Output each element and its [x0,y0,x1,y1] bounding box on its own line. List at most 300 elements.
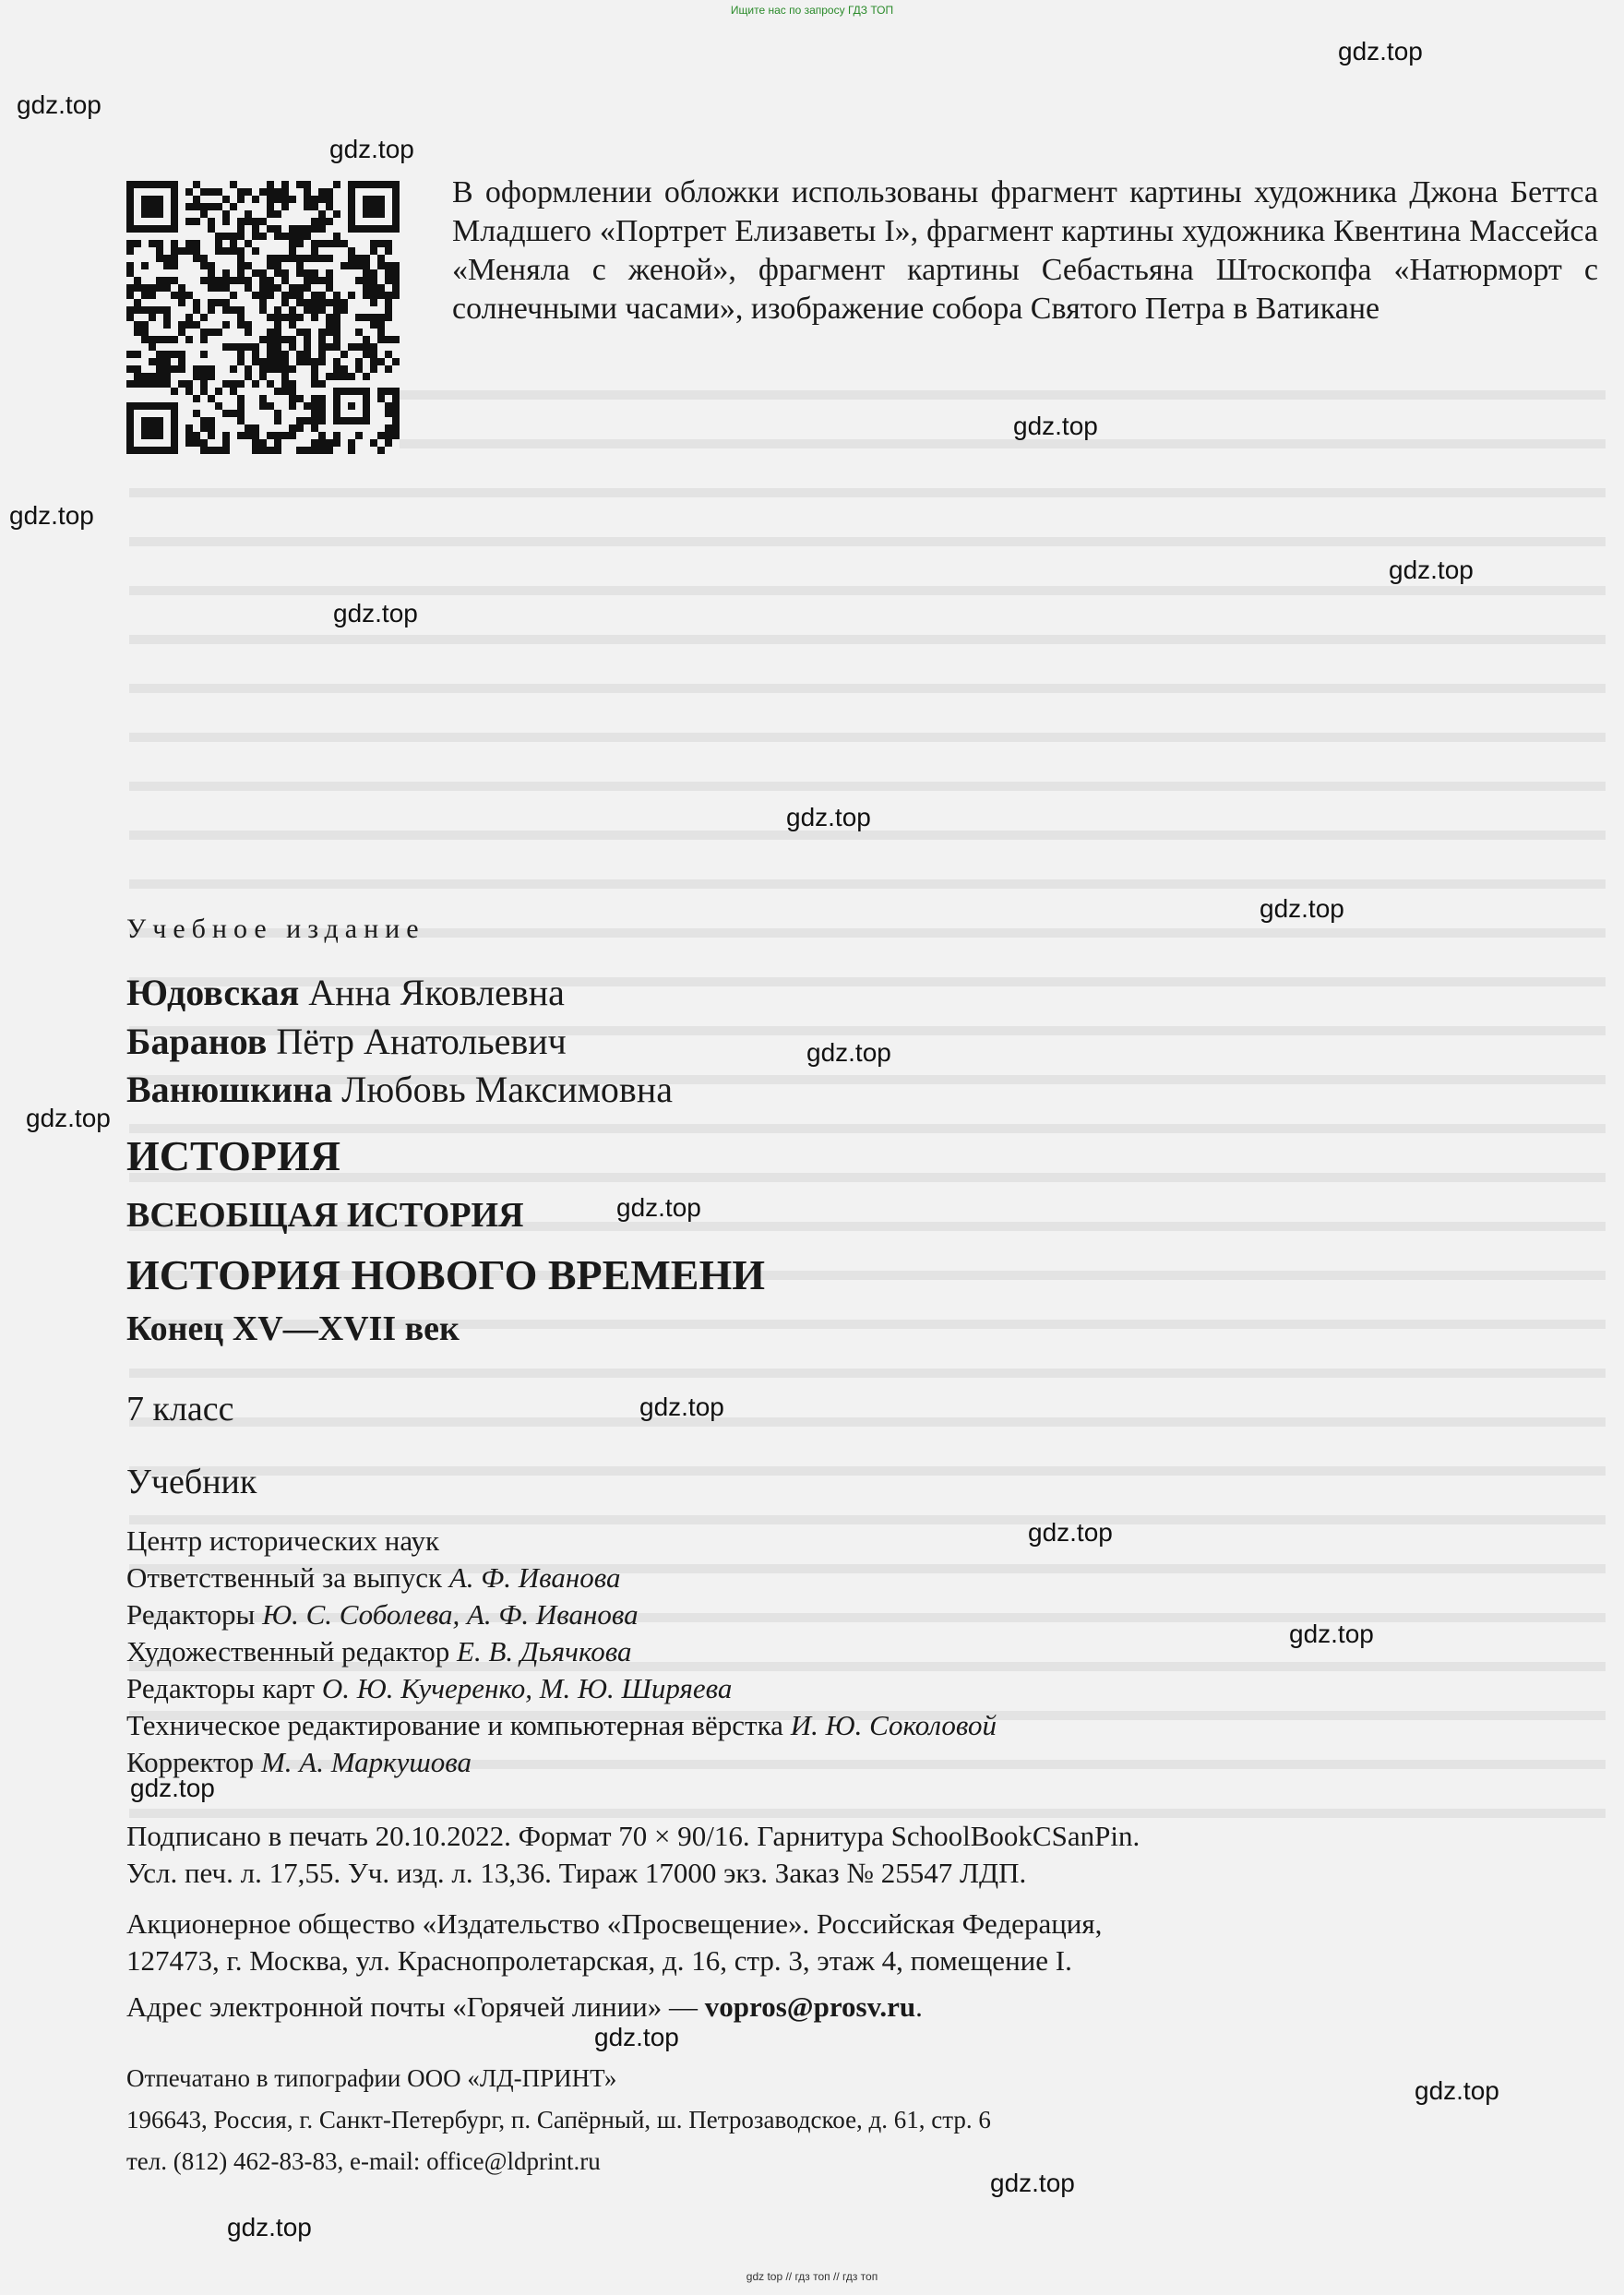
qr-module [296,447,304,454]
hotline [126,1990,923,2024]
qr-module [385,306,392,314]
qr-module [185,188,193,196]
qr-module [348,247,355,255]
qr-module [141,262,149,269]
qr-module [370,277,377,284]
qr-module [222,447,230,454]
qr-module [333,292,340,299]
watermark: gdz.top [130,1774,215,1802]
qr-module [274,321,281,329]
qr-module [267,358,274,365]
qr-module [163,373,171,380]
qr-module [237,358,245,365]
credit-role: Ответственный за выпуск [126,1561,443,1594]
qr-module [281,314,289,321]
qr-module [311,247,318,255]
qr-module [333,365,340,373]
qr-module [392,395,400,402]
watermark: gdz.top [594,2023,679,2051]
qr-module [149,284,156,292]
qr-module [318,329,326,336]
qr-module [385,439,392,447]
qr-module [149,240,156,247]
qr-module [267,196,274,203]
qr-module [267,402,274,410]
qr-module [333,233,340,240]
qr-module [163,358,171,365]
qr-module [252,358,259,365]
qr-module [318,417,326,424]
qr-module [259,269,267,277]
qr-module [185,247,193,255]
qr-module [185,321,193,329]
qr-module [267,262,274,269]
qr-module [355,314,363,321]
qr-module [267,210,274,218]
qr-module [289,336,296,343]
qr-module [370,240,377,247]
qr-module [126,306,134,314]
qr-module [377,240,385,247]
qr-module [385,351,392,358]
hotline-email-link[interactable]: vopros@prosv.ru [704,1990,916,2023]
qr-module [200,388,208,395]
qr-module [200,255,208,262]
credit-person: Ю. С. Соболева, А. Ф. Иванова [262,1598,639,1631]
qr-module [355,262,363,269]
qr-module [171,277,178,284]
qr-module [304,299,311,306]
qr-module [237,225,245,233]
qr-module [208,432,215,439]
qr-module [274,336,281,343]
qr-module [126,314,134,321]
qr-module [185,203,193,210]
watermark: gdz.top [329,135,414,163]
qr-module [230,181,237,188]
qr-module [215,188,222,196]
qr-module [281,432,289,439]
qr-module [274,210,281,218]
qr-module [318,196,326,203]
qr-module [185,388,193,395]
qr-module [370,247,377,255]
qr-module [267,292,274,299]
author-surname: Юдовская [126,972,300,1013]
qr-module [340,373,348,380]
qr-module [289,388,296,395]
qr-module [385,336,392,343]
qr-module [149,373,156,380]
qr-module [171,351,178,358]
qr-module [318,351,326,358]
qr-module [333,181,340,188]
qr-module [274,314,281,321]
qr-module [252,292,259,299]
credit-line [126,1635,632,1668]
qr-module [377,314,385,321]
watermark: gdz.top [806,1038,891,1067]
qr-module [333,336,340,343]
author-name: Любовь Максимовна [341,1069,673,1110]
qr-module [311,314,318,321]
qr-module [289,321,296,329]
qr-module [215,447,222,454]
qr-module [259,233,267,240]
qr-module [340,262,348,269]
qr-module [245,343,252,351]
credit-line [126,1598,639,1632]
credit-role: Художественный редактор [126,1635,450,1667]
qr-module [274,388,281,395]
qr-module [281,255,289,262]
qr-module [304,351,311,358]
qr-module [171,240,178,247]
qr-module [326,314,333,321]
qr-module [200,373,208,380]
qr-module [149,306,156,314]
qr-module [311,203,318,210]
qr-module [318,255,326,262]
qr-module [208,203,215,210]
qr-module [208,299,215,306]
grade: 7 класс [126,1390,234,1428]
qr-module [267,447,274,454]
qr-module [363,277,370,284]
edition-type: Учебное издание [126,914,425,944]
qr-module [267,188,274,196]
qr-module [370,292,377,299]
qr-module [126,284,134,292]
qr-module [281,336,289,343]
qr-module [392,402,400,410]
qr-module [355,255,363,262]
qr-module [392,292,400,299]
qr-module [267,314,274,321]
qr-module [392,432,400,439]
qr-module [134,380,141,388]
qr-module [333,373,340,380]
qr-module [222,299,230,306]
qr-module [245,373,252,380]
watermark: gdz.top [1415,2076,1499,2105]
qr-module [193,299,200,306]
qr-module [348,447,355,454]
watermark: gdz.top [1389,556,1474,584]
qr-module [348,262,355,269]
qr-module [274,439,281,447]
qr-module [222,306,230,314]
qr-module [370,299,377,306]
qr-module [274,417,281,424]
qr-module [149,380,156,388]
qr-module [156,247,163,255]
qr-module [237,247,245,255]
book-subtitle-modern: ИСТОРИЯ НОВОГО ВРЕМЕНИ [126,1251,765,1298]
qr-module [267,336,274,343]
qr-module [377,447,385,454]
qr-module [163,321,171,329]
qr-module [281,351,289,358]
qr-module [304,269,311,277]
qr-module [326,299,333,306]
publisher-address: 127473, г. Москва, ул. Краснопролетарская, д. 16, стр. 3, этаж 4, помещение I. [126,1944,1072,1977]
qr-module [163,262,171,269]
qr-module [355,432,363,439]
qr-module [296,240,304,247]
qr-module [318,218,326,225]
qr-module [326,240,333,247]
qr-module [289,292,296,299]
qr-module [304,358,311,365]
qr-code[interactable] [126,181,400,454]
qr-module [259,188,267,196]
qr-module [245,262,252,269]
qr-module [377,388,385,395]
qr-module [311,225,318,233]
qr-module [141,373,149,380]
qr-module [237,277,245,284]
watermark: gdz.top [1013,412,1098,440]
qr-module [296,284,304,292]
watermark: gdz.top [333,599,418,628]
qr-module [304,181,311,188]
qr-module [222,233,230,240]
qr-module [126,380,134,388]
qr-module [340,299,348,306]
qr-module [274,410,281,417]
qr-module [237,432,245,439]
qr-module [326,196,333,203]
qr-module [134,306,141,314]
qr-module [193,365,200,373]
qr-module [200,329,208,336]
publisher-name: Акционерное общество «Издательство «Просвещение». Российская Федерация, [126,1907,1103,1940]
qr-module [304,255,311,262]
qr-module [156,351,163,358]
qr-module [156,373,163,380]
author-name: Анна Яковлевна [308,972,565,1013]
qr-module [296,225,304,233]
watermark: gdz.top [227,2213,312,2241]
qr-module [200,336,208,343]
credit-person: А. Ф. Иванова [448,1561,621,1594]
qr-module [134,277,141,284]
qr-module [171,388,178,395]
qr-module [274,306,281,314]
qr-module [363,269,370,277]
qr-module [370,351,377,358]
qr-module [318,336,326,343]
qr-module [178,321,185,329]
qr-module [222,196,230,203]
qr-module [377,262,385,269]
qr-module [267,365,274,373]
qr-module [392,410,400,417]
qr-module [333,432,340,439]
qr-module [259,447,267,454]
qr-module [363,255,370,262]
qr-module [237,410,245,417]
qr-module [215,299,222,306]
qr-module [259,284,267,292]
footer-links[interactable]: gdz top // гдз топ // гдз топ [746,2270,878,2283]
qr-module [296,314,304,321]
qr-module [222,439,230,447]
credit-line [126,1524,439,1558]
qr-module [193,306,200,314]
qr-module [304,233,311,240]
qr-module [377,432,385,439]
qr-module [289,395,296,402]
qr-module [289,306,296,314]
qr-module [318,292,326,299]
qr-module [274,432,281,439]
qr-module [208,373,215,380]
qr-module [230,306,237,314]
qr-module [385,388,392,395]
qr-module [385,410,392,417]
qr-module [193,439,200,447]
qr-module [296,358,304,365]
qr-module [377,255,385,262]
qr-module [230,247,237,255]
qr-module [252,439,259,447]
qr-module [311,439,318,447]
qr-module [193,203,200,210]
qr-module [267,255,274,262]
qr-module [304,225,311,233]
qr-module [326,447,333,454]
qr-module [274,358,281,365]
qr-module [274,365,281,373]
watermark: gdz.top [990,2169,1075,2197]
qr-module [311,365,318,373]
qr-module [311,395,318,402]
qr-module [385,277,392,284]
header-search-link[interactable]: Ищите нас по запросу ГДЗ ТОП [730,4,894,17]
qr-module [385,402,392,410]
qr-module [200,424,208,432]
qr-module [333,329,340,336]
qr-module [311,447,318,454]
qr-module [333,306,340,314]
qr-module [193,410,200,417]
qr-module [259,292,267,299]
qr-module [326,218,333,225]
qr-module [326,269,333,277]
qr-module [377,336,385,343]
qr-module [185,240,193,247]
credit-role: Редакторы [126,1598,256,1631]
qr-module [318,410,326,417]
qr-module [348,292,355,299]
qr-module [200,365,208,373]
qr-module [245,188,252,196]
qr-module [230,380,237,388]
qr-module [252,269,259,277]
qr-module [259,439,267,447]
qr-module [311,306,318,314]
qr-module [208,262,215,269]
qr-module [318,402,326,410]
qr-module [274,233,281,240]
qr-module [370,358,377,365]
qr-module [126,262,134,269]
qr-module [326,329,333,336]
qr-module [267,343,274,351]
qr-module [392,388,400,395]
qr-module [222,432,230,439]
qr-module [296,395,304,402]
qr-module [363,284,370,292]
qr-module [348,343,355,351]
qr-module [392,358,400,365]
qr-module [193,432,200,439]
author-surname: Баранов [126,1021,268,1062]
qr-module [326,343,333,351]
qr-module [178,329,185,336]
qr-module [274,188,281,196]
watermark: gdz.top [786,803,871,831]
qr-module [333,299,340,306]
watermark: gdz.top [26,1104,111,1132]
qr-module [222,210,230,218]
qr-module [355,365,363,373]
qr-module [149,358,156,365]
qr-module [326,255,333,262]
qr-module [222,410,230,417]
qr-module [208,447,215,454]
qr-module [267,203,274,210]
qr-module [126,351,134,358]
qr-module [215,277,222,284]
qr-module [377,358,385,365]
qr-module [267,284,274,292]
qr-module [149,314,156,321]
book-period: Конец XV—XVII век [126,1309,460,1348]
qr-module [296,255,304,262]
qr-module [230,277,237,284]
qr-module [237,255,245,262]
qr-module [281,292,289,299]
qr-module [208,365,215,373]
qr-module [215,240,222,247]
qr-module [156,240,163,247]
qr-module [208,306,215,314]
qr-module [289,240,296,247]
qr-module [281,358,289,365]
qr-module [230,365,237,373]
qr-module [163,255,171,262]
qr-module [252,247,259,255]
qr-module [237,188,245,196]
qr-module [304,336,311,343]
qr-module [163,380,171,388]
qr-module [281,188,289,196]
qr-module [141,292,149,299]
qr-module [318,432,326,439]
qr-module [230,292,237,299]
author-1 [126,971,565,1014]
qr-module [259,365,267,373]
credit-line [126,1746,472,1779]
qr-module [370,439,377,447]
qr-module [385,432,392,439]
qr-module [289,196,296,203]
qr-module [289,284,296,292]
qr-module [289,402,296,410]
